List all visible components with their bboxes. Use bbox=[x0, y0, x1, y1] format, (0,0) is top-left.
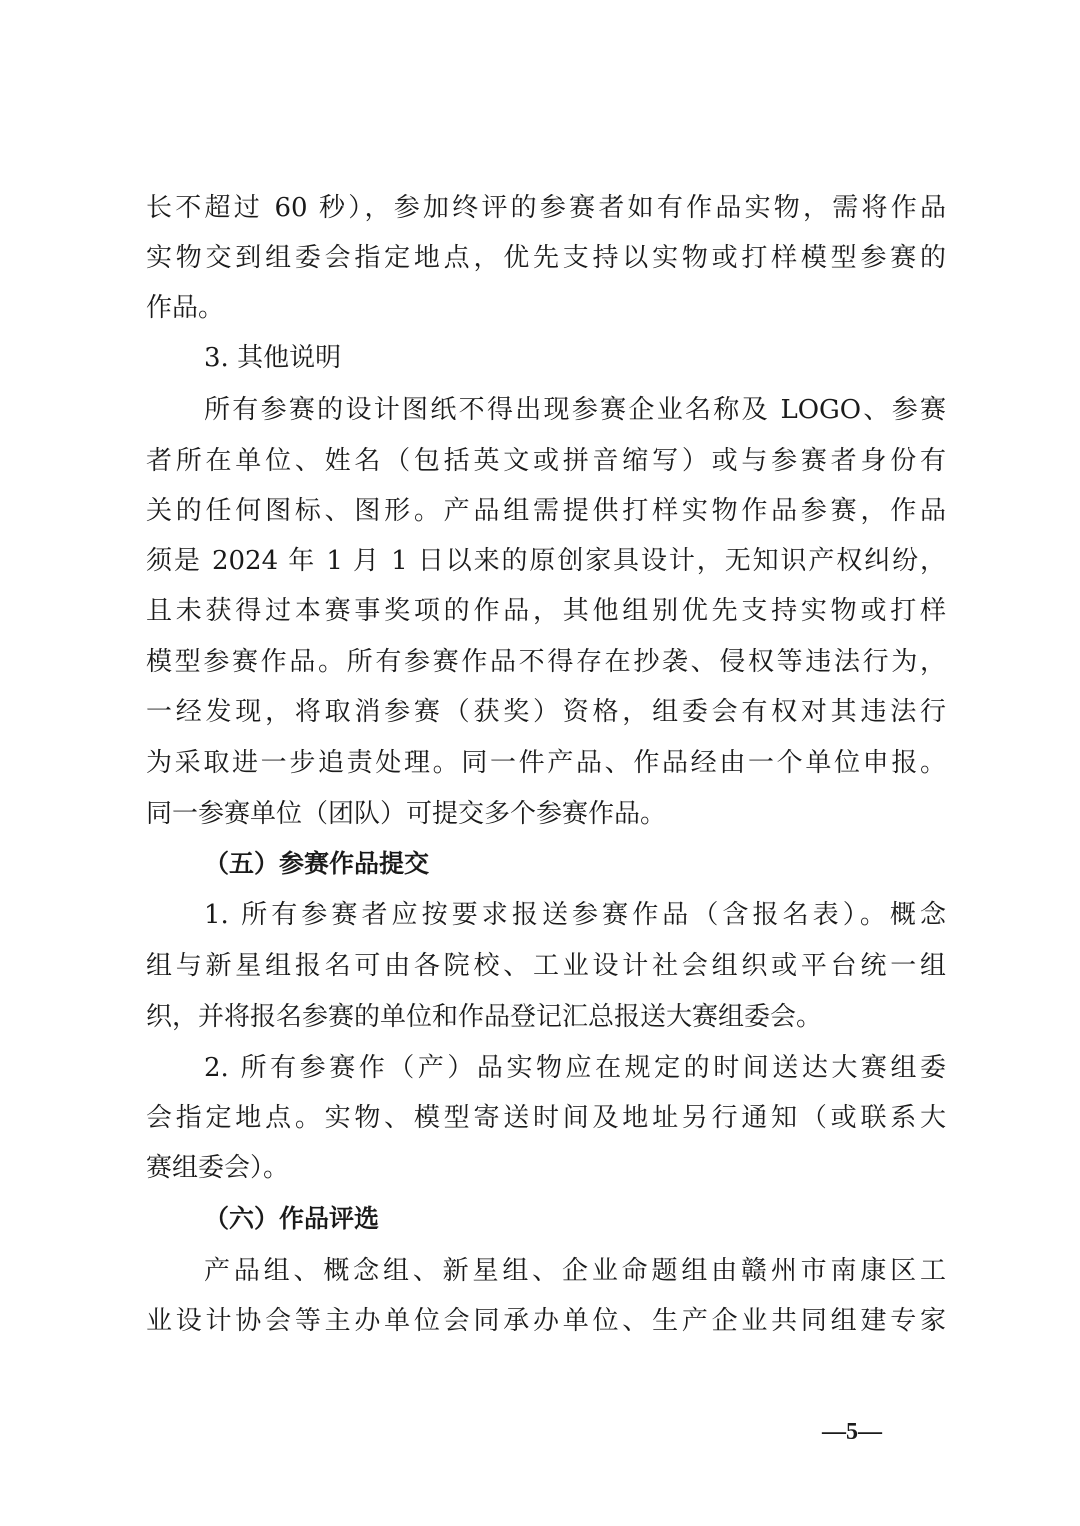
text-line: 组与新星组报名可由各院校、工业设计社会组织或平台统一组 bbox=[146, 951, 946, 981]
text-line: 模型参赛作品。所有参赛作品不得存在抄袭、侵权等违法行为， bbox=[146, 647, 946, 677]
text-line: 业设计协会等主办单位会同承办单位、生产企业共同组建专家 bbox=[146, 1306, 946, 1336]
text-line: 为采取进一步追责处理。同一件产品、作品经由一个单位申报。 bbox=[146, 748, 946, 778]
text-line: 且未获得过本赛事奖项的作品，其他组别优先支持实物或打样 bbox=[146, 596, 946, 626]
text-line: 须是 2024 年 1 月 1 日以来的原创家具设计，无知识产权纠纷， bbox=[146, 546, 946, 576]
text-line: 同一参赛单位（团队）可提交多个参赛作品。 bbox=[146, 799, 667, 829]
subheading-other-notes: 3. 其他说明 bbox=[204, 343, 342, 373]
text-line: 作品。 bbox=[146, 293, 225, 323]
section-heading-evaluation: （六）作品评选 bbox=[204, 1204, 380, 1233]
text-line: 1. 所有参赛者应按要求报送参赛作品（含报名表）。概念 bbox=[204, 900, 946, 930]
text-line: 会指定地点。实物、模型寄送时间及地址另行通知（或联系大 bbox=[146, 1103, 946, 1133]
text-line: 赛组委会）。 bbox=[146, 1153, 290, 1183]
text-line: 织，并将报名参赛的单位和作品登记汇总报送大赛组委会。 bbox=[146, 1002, 823, 1032]
section-heading-submission: （五）参赛作品提交 bbox=[204, 849, 430, 878]
page-number: —5— bbox=[822, 1419, 882, 1445]
text-line: 2. 所有参赛作（产）品实物应在规定的时间送达大赛组委 bbox=[204, 1053, 946, 1083]
text-line: 所有参赛的设计图纸不得出现参赛企业名称及 LOGO、参赛 bbox=[204, 395, 946, 425]
text-line: 关的任何图标、图形。产品组需提供打样实物作品参赛，作品 bbox=[146, 496, 946, 526]
text-line: 长不超过 60 秒），参加终评的参赛者如有作品实物，需将作品 bbox=[146, 193, 946, 223]
text-line: 一经发现，将取消参赛（获奖）资格，组委会有权对其违法行 bbox=[146, 697, 946, 727]
text-line: 实物交到组委会指定地点，优先支持以实物或打样模型参赛的 bbox=[146, 243, 946, 273]
text-line: 者所在单位、姓名（包括英文或拼音缩写）或与参赛者身份有 bbox=[146, 446, 946, 476]
text-line: 产品组、概念组、新星组、企业命题组由赣州市南康区工 bbox=[204, 1256, 946, 1286]
